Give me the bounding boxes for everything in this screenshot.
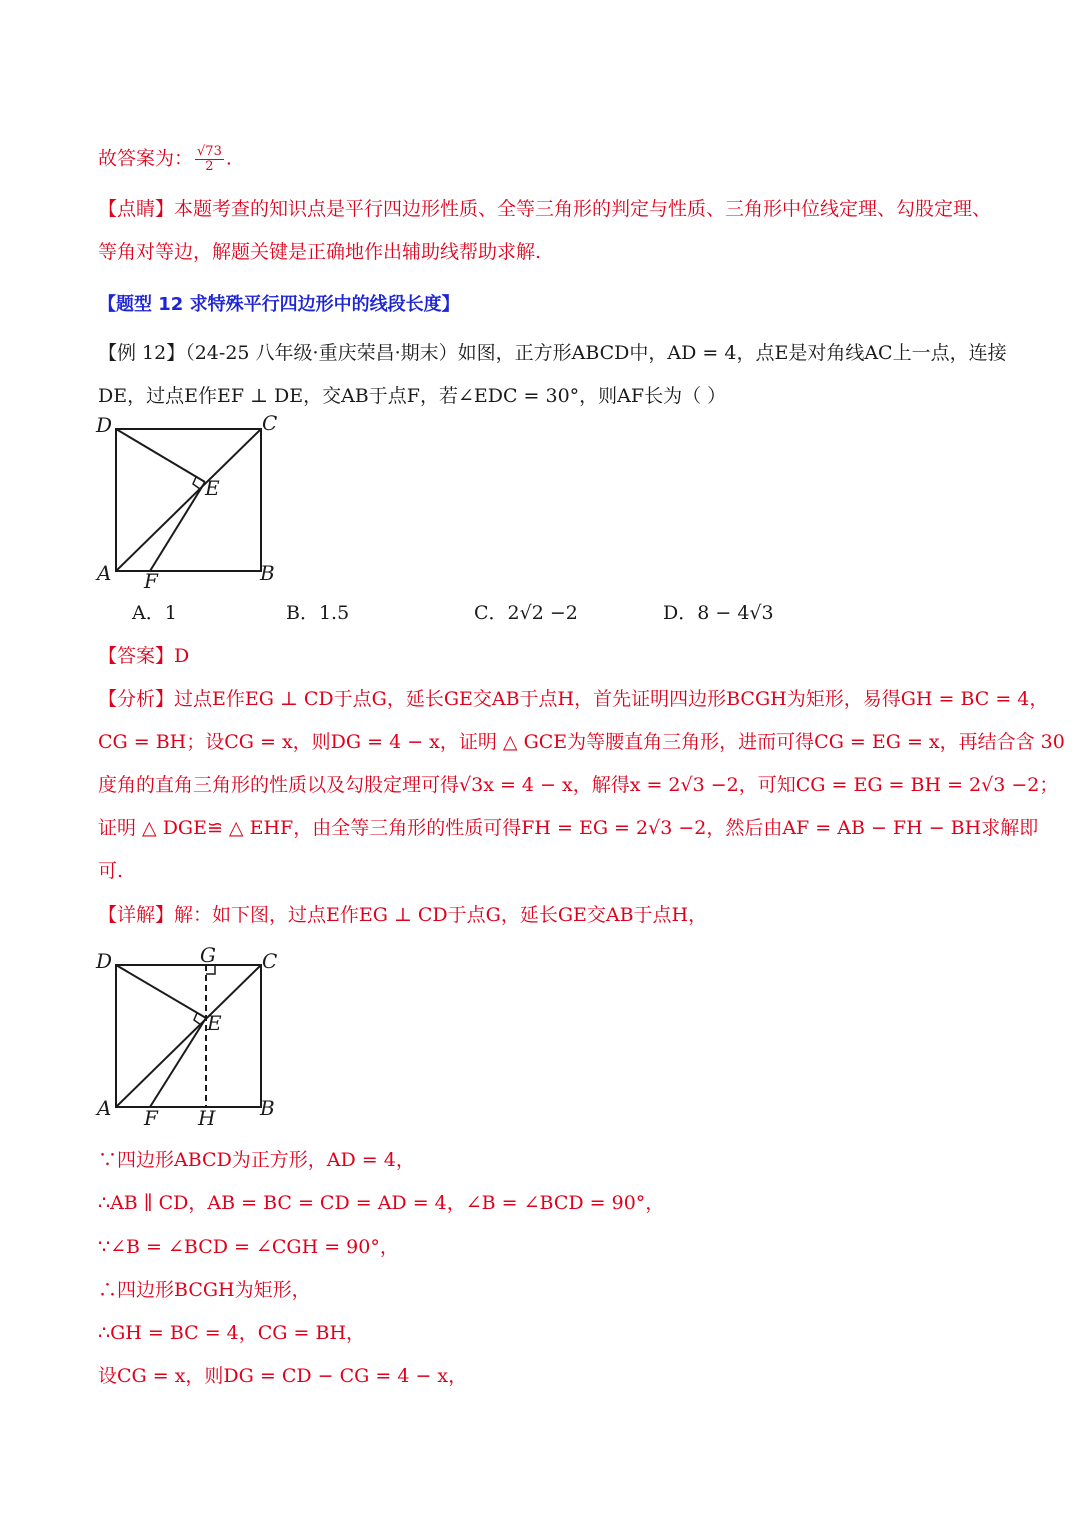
answer-prefix: 故答案为： — [98, 147, 194, 170]
fraction-denominator: 2 — [205, 159, 214, 174]
step-line-1: ∵四边形ABCD为正方形，AD = 4， — [98, 1149, 415, 1171]
diagonal-ac — [116, 429, 261, 571]
step-line-6: 设CG = x，则DG = CD − CG = 4 − x， — [98, 1365, 468, 1387]
section-title: 【题型 12 求特殊平行四边形中的线段长度】 — [98, 294, 460, 315]
label-A: A — [97, 561, 112, 585]
analysis-line-2: CG = BH；设CG = x，则DG = 4 − x，证明 △ GCE为等腰直角三角形，进而可得CG = EG = x，再结合含 30 — [98, 731, 1065, 753]
diagonal-ac — [116, 965, 261, 1107]
label-C: C — [262, 411, 278, 435]
figure-square-2 — [92, 940, 292, 1130]
answer-label: 【答案】D — [98, 645, 190, 667]
comment-line-1: 【点睛】本题考查的知识点是平行四边形性质、全等三角形的判定与性质、三角形中位线定理、勾股定理、 — [98, 198, 992, 220]
answer-line — [98, 145, 232, 174]
label-B: B — [260, 1096, 275, 1120]
label-D: D — [96, 949, 113, 973]
detail-intro: 【详解】解：如下图，过点E作EG ⊥ CD于点G，延长GE交AB于点H， — [98, 904, 708, 926]
label-H: H — [198, 1106, 216, 1130]
analysis-line-5: 可. — [98, 860, 124, 882]
example-line-2: DE，过点E作EF ⊥ DE，交AB于点F，若∠EDC = 30°，则AF长为（ ） — [98, 385, 727, 407]
option-c: C．2√2 −2 — [474, 602, 578, 624]
step-line-2: ∴AB ∥ CD，AB = BC = CD = AD = 4，∠B = ∠BCD = 90°， — [98, 1192, 665, 1214]
label-G: G — [200, 943, 216, 967]
analysis-line-4: 证明 △ DGE≌ △ EHF，由全等三角形的性质可得FH = EG = 2√3 −2，然后由AF = AB − FH − BH求解即 — [98, 817, 1039, 839]
answer-fraction — [195, 145, 224, 174]
comment-line-2: 等角对等边，解题关键是正确地作出辅助线帮助求解. — [98, 241, 542, 263]
option-b: B．1.5 — [286, 602, 350, 624]
label-E: E — [207, 1011, 222, 1035]
label-F: F — [144, 1106, 158, 1130]
label-B: B — [260, 561, 275, 585]
step-line-4: ∴四边形BCGH为矩形， — [98, 1279, 311, 1301]
segment-de — [116, 429, 205, 482]
fraction-numerator: √73 — [197, 144, 222, 159]
label-C: C — [262, 949, 278, 973]
label-A: A — [97, 1096, 112, 1120]
label-F: F — [144, 569, 158, 593]
segment-ef — [150, 482, 205, 571]
step-line-3: ∵∠B = ∠BCD = ∠CGH = 90°， — [98, 1236, 399, 1258]
analysis-line-1: 【分析】过点E作EG ⊥ CD于点G，延长GE交AB于点H，首先证明四边形BCGH为矩形，易得GH = BC = 4， — [98, 688, 1049, 710]
option-d: D．8 − 4√3 — [663, 602, 774, 624]
figure-square-1 — [92, 410, 292, 595]
answer-suffix: . — [225, 147, 232, 170]
segment-de — [116, 965, 206, 1018]
label-E: E — [205, 476, 220, 500]
step-line-5: ∴GH = BC = 4，CG = BH， — [98, 1322, 366, 1344]
analysis-line-3: 度角的直角三角形的性质以及勾股定理可得√3x = 4 − x，解得x = 2√3 −2，可知CG = EG = BH = 2√3 −2； — [98, 774, 1059, 796]
segment-ef — [150, 1018, 206, 1107]
label-D: D — [96, 413, 113, 437]
option-a: A．1 — [132, 602, 177, 624]
example-line-1: 【例 12】（24-25 八年级·重庆荣昌·期末）如图，正方形ABCD中，AD = 4，点E是对角线AC上一点，连接 — [98, 342, 1007, 364]
